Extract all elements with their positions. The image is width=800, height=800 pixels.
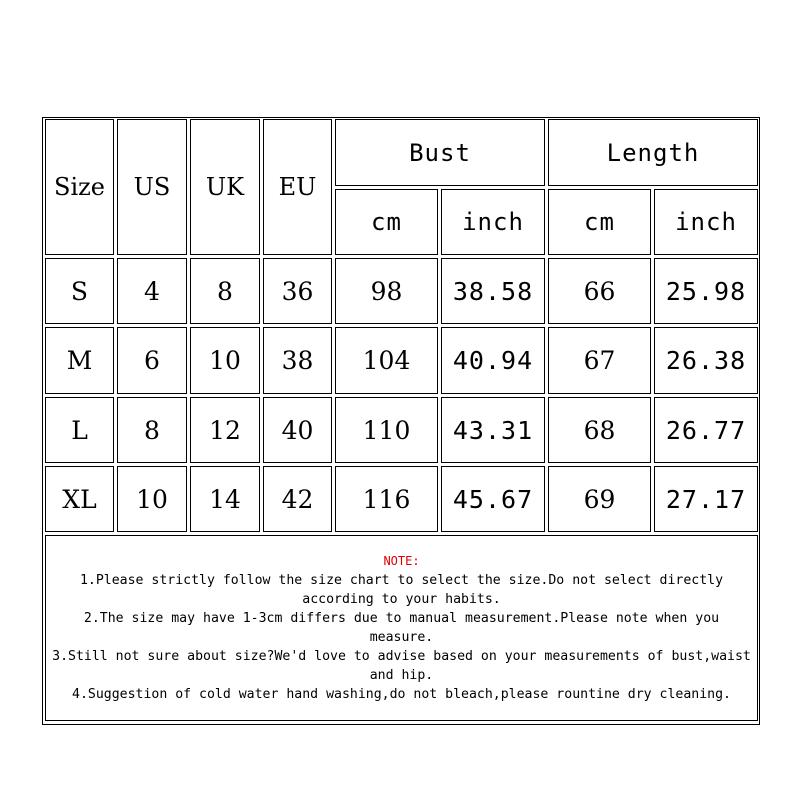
table-cell-eu: 38 [263, 327, 332, 394]
header-length-cm: cm [548, 189, 651, 255]
table-cell-length-cm: 68 [548, 397, 651, 463]
table-cell-bust-cm: 116 [335, 466, 438, 532]
header-length: Length [548, 119, 758, 186]
table-cell-size: XL [45, 466, 114, 532]
table-cell-us: 6 [117, 327, 187, 394]
table-cell-length-cm: 67 [548, 327, 651, 394]
table-cell-size: L [45, 397, 114, 463]
table-cell-us: 8 [117, 397, 187, 463]
table-cell-length-cm: 69 [548, 466, 651, 532]
table-cell-uk: 8 [190, 258, 260, 324]
table-cell-length-inch: 25.98 [654, 258, 758, 324]
note-title: NOTE: [383, 554, 420, 568]
header-size: Size [45, 119, 114, 255]
note-line: 4.Suggestion of cold water hand washing,do not bleach,please rountine dry cleaning. [72, 687, 731, 702]
table-cell-length-inch: 27.17 [654, 466, 758, 532]
table-cell-size: M [45, 327, 114, 394]
table-cell-eu: 42 [263, 466, 332, 532]
note-line: 2.The size may have 1-3cm differs due to manual measurement.Please note when you measure. [83, 611, 720, 645]
header-length-inch: inch [654, 189, 758, 255]
table-cell-us: 10 [117, 466, 187, 532]
table-cell-bust-inch: 45.67 [441, 466, 545, 532]
header-us: US [117, 119, 187, 255]
table-cell-uk: 14 [190, 466, 260, 532]
note-box [45, 535, 758, 721]
table-cell-bust-inch: 38.58 [441, 258, 545, 324]
header-bust-cm: cm [335, 189, 438, 255]
table-cell-uk: 12 [190, 397, 260, 463]
header-bust-inch: inch [441, 189, 545, 255]
table-cell-bust-inch: 40.94 [441, 327, 545, 394]
note-line: 3.Still not sure about size?We'd love to advise based on your measurements of bust,waist and hip. [52, 649, 751, 683]
table-cell-eu: 36 [263, 258, 332, 324]
table-cell-eu: 40 [263, 397, 332, 463]
table-cell-length-inch: 26.38 [654, 327, 758, 394]
table-cell-bust-cm: 98 [335, 258, 438, 324]
table-cell-uk: 10 [190, 327, 260, 394]
header-uk: UK [190, 119, 260, 255]
note-line: 1.Please strictly follow the size chart to select the size.Do not select directly according to your habits. [79, 573, 724, 607]
table-cell-us: 4 [117, 258, 187, 324]
table-cell-size: S [45, 258, 114, 324]
table-cell-bust-cm: 104 [335, 327, 438, 394]
table-cell-length-cm: 66 [548, 258, 651, 324]
table-cell-bust-cm: 110 [335, 397, 438, 463]
header-bust: Bust [335, 119, 545, 186]
table-cell-length-inch: 26.77 [654, 397, 758, 463]
table-cell-bust-inch: 43.31 [441, 397, 545, 463]
header-eu: EU [263, 119, 332, 255]
